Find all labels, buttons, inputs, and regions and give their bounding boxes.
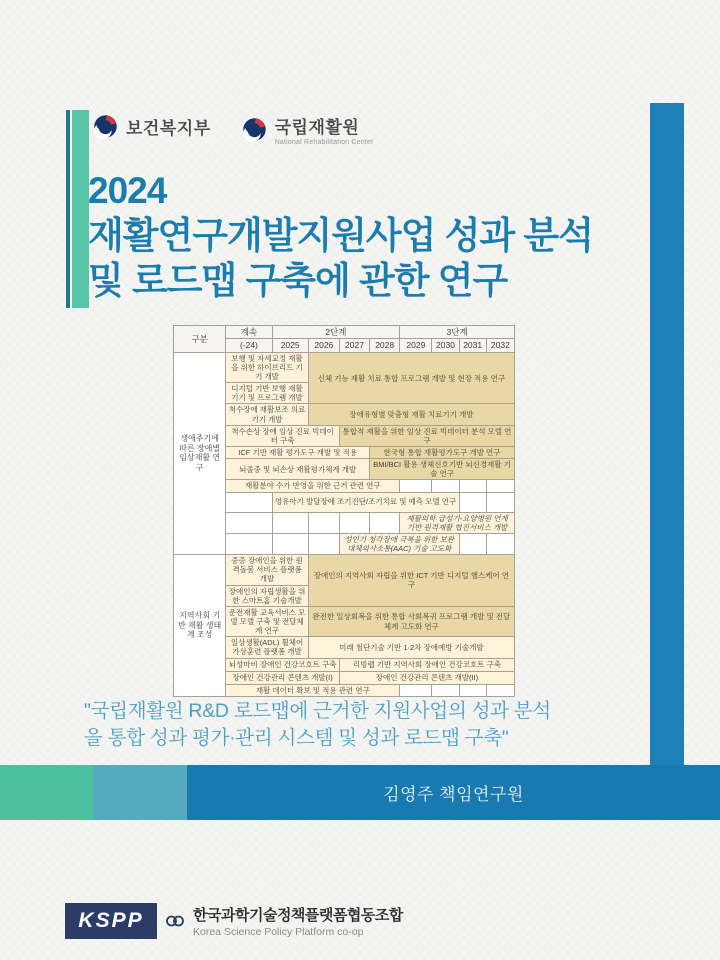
gov-emblem-icon bbox=[241, 116, 268, 143]
roadmap-cell: 척수장애 재활보조 의료기기 개발 bbox=[226, 404, 308, 425]
cover-quote bbox=[84, 698, 551, 753]
roadmap-header-year: 2025 bbox=[272, 339, 308, 352]
roadmap-cell: 성인기 청각장애 극복을 위한 보완대체의사소통(AAC) 기술 고도화 bbox=[339, 533, 459, 554]
roadmap-cell: BMI/BCI 활용 생체신호기반 뇌신경재활 기술 연구 bbox=[370, 459, 515, 480]
roadmap-header-stage3: 3단계 bbox=[400, 326, 515, 339]
roadmap-group-label: 지역사회 기반 재활 생태계 조성 bbox=[174, 555, 226, 697]
title-year: 2024 bbox=[88, 170, 167, 211]
roadmap-empty-cell bbox=[432, 684, 459, 696]
roadmap-cell: 재활분야 수가 반영을 위한 근거 관련 연구 bbox=[226, 480, 400, 492]
left-accent-stripe-mint bbox=[72, 110, 89, 308]
roadmap-cell: 신체 기능 재활 치료 통합 프로그램 개발 및 현장 적용 연구 bbox=[308, 352, 514, 404]
agency-logos bbox=[92, 113, 374, 146]
roadmap-header-year: 2031 bbox=[459, 339, 486, 352]
roadmap-empty-cell bbox=[459, 492, 486, 512]
roadmap-cell: 완전한 일상회복을 위한 통합 사회복귀 프로그램 개발 및 전달체계 고도화 연구 bbox=[308, 606, 514, 636]
kspp-logo: KSPP bbox=[65, 903, 157, 939]
report-title bbox=[88, 168, 593, 303]
center-logo bbox=[241, 113, 374, 146]
publisher-name-ko: 한국과학기술정책플랫폼협동조합 bbox=[193, 907, 403, 924]
roadmap-cell: 재활 데이터 확보 및 적용 관련 연구 bbox=[226, 684, 400, 696]
roadmap-header-year: 2027 bbox=[339, 339, 369, 352]
roadmap-cell: 장애인의 지역사회 자립을 위한 ICT 기반 디지털 헬스케어 연구 bbox=[308, 555, 514, 607]
roadmap-header-year: 2030 bbox=[432, 339, 459, 352]
roadmap-cell: 척수손상 장애 임상 진료 빅데이터 구축 bbox=[226, 425, 340, 446]
roadmap-cell: 뇌졸중 및 뇌손상 재활평가체계 개발 bbox=[226, 459, 370, 480]
roadmap-empty-cell bbox=[272, 512, 308, 533]
footer-bar-green-segment bbox=[0, 765, 93, 820]
roadmap-group-label: 생애주기에 따른 장애별 임상재활 연구 bbox=[174, 352, 226, 554]
title-line1: 재활연구개발지원사업 성과 분석 bbox=[88, 215, 593, 256]
roadmap-empty-cell bbox=[400, 684, 432, 696]
left-accent-stripe-dark bbox=[66, 110, 70, 308]
roadmap-table-wrap bbox=[173, 325, 515, 697]
roadmap-empty-cell bbox=[308, 512, 339, 533]
roadmap-cell: 뇌성마비 장애인 건강코호트 구축 bbox=[226, 658, 340, 671]
center-name: 국립재활원 bbox=[274, 118, 360, 137]
roadmap-empty-cell bbox=[486, 533, 514, 554]
roadmap-empty-cell bbox=[339, 512, 369, 533]
roadmap-empty-cell bbox=[400, 480, 432, 492]
right-accent-bar bbox=[650, 103, 684, 765]
roadmap-cell: 장애인 건강관리 콘텐츠 개발(I) bbox=[226, 671, 340, 684]
roadmap-cell: ICF 기반 재활 평가도구 개발 및 적용 bbox=[226, 446, 370, 458]
roadmap-empty-cell bbox=[432, 480, 459, 492]
roadmap-empty-cell bbox=[486, 684, 514, 696]
quote-line2: 을 통합 성과 평가·관리 시스템 및 성과 로드맵 구축" bbox=[84, 727, 509, 750]
roadmap-cell: 통합적 재활을 위한 임상 진료 빅데이터 분석 모델 연구 bbox=[339, 425, 514, 446]
footer-bar-blue-segment bbox=[187, 765, 720, 820]
roadmap-cell: 장애인 건강관리 콘텐츠 개발(II) bbox=[339, 671, 514, 684]
author-name: 김영주 책임연구원 bbox=[383, 785, 524, 804]
roadmap-cell: 운전재활 교육서비스 모델 모델 구축 및 전달체계 연구 bbox=[226, 606, 308, 636]
roadmap-cell: 디지털 기반 보행 재활 기기 및 프로그램 개발 bbox=[226, 383, 308, 404]
roadmap-header-year: 2032 bbox=[486, 339, 514, 352]
roadmap-cell: 한국형 통합 재활평가도구 개발 연구 bbox=[370, 446, 515, 458]
roadmap-header-stage2: 2단계 bbox=[272, 326, 400, 339]
roadmap-empty-cell bbox=[272, 533, 308, 554]
roadmap-empty-cell bbox=[486, 480, 514, 492]
roadmap-empty-cell bbox=[370, 512, 400, 533]
roadmap-header-gubun: 구분 bbox=[174, 326, 226, 353]
roadmap-empty-cell bbox=[226, 512, 272, 533]
roadmap-empty-cell bbox=[226, 492, 272, 512]
publisher-block bbox=[65, 903, 403, 939]
roadmap-header-year: 2026 bbox=[308, 339, 339, 352]
roadmap-header-continue-sub: (-24) bbox=[226, 339, 272, 352]
roadmap-empty-cell bbox=[308, 533, 339, 554]
ministry-logo bbox=[92, 113, 211, 140]
roadmap-cell: 미래 첨단기술 기반 1·2차 장애예방 기술개발 bbox=[308, 637, 514, 658]
roadmap-cell: 장애인의 자립생활을 위한 스마트홈 기술개발 bbox=[226, 585, 308, 606]
footer-bar-teal-segment bbox=[93, 765, 187, 820]
roadmap-cell: 재활의학·급성기-요양병원 연계 기반 원격재활 협진서비스 개발 bbox=[400, 512, 515, 533]
roadmap-header-year: 2028 bbox=[370, 339, 400, 352]
roadmap-table bbox=[173, 325, 515, 697]
ministry-name: 보건복지부 bbox=[126, 119, 211, 138]
title-line2: 및 로드맵 구축에 관한 연구 bbox=[88, 260, 508, 301]
roadmap-cell: 중증 장애인을 위한 원격돌봄 서비스 플랫폼 개발 bbox=[226, 555, 308, 585]
roadmap-empty-cell bbox=[459, 533, 486, 554]
gov-emblem-icon bbox=[92, 113, 119, 140]
publisher-name-en: Korea Science Policy Platform co-op bbox=[193, 926, 364, 938]
center-subtitle: National Rehabilitation Center bbox=[274, 139, 374, 146]
roadmap-empty-cell bbox=[226, 533, 272, 554]
roadmap-cell: 리빙랩 기반 지역사회 장애인 건강코호트 구축 bbox=[339, 658, 514, 671]
roadmap-cell: 장애유형별 맞춤형 재활 치료기기 개발 bbox=[308, 404, 514, 425]
roadmap-cell: 영유아기 발달장애 조기진단/조기치료 및 예측 모델 연구 bbox=[272, 492, 459, 512]
coop-rings-icon bbox=[165, 914, 185, 928]
roadmap-cell: 일상생활(ADL) 휠체어 가상훈련 플랫폼 개발 bbox=[226, 637, 308, 658]
roadmap-empty-cell bbox=[459, 684, 486, 696]
roadmap-empty-cell bbox=[459, 480, 486, 492]
roadmap-empty-cell bbox=[486, 492, 514, 512]
quote-line1: "국립재활원 R&D 로드맵에 근거한 지원사업의 성과 분석 bbox=[84, 700, 551, 722]
roadmap-cell: 보행 및 자세교정 재활을 위한 하이브리드 기기 개발 bbox=[226, 352, 308, 382]
roadmap-header-continue: 계속 bbox=[226, 326, 272, 339]
roadmap-header-year: 2029 bbox=[400, 339, 432, 352]
footer-color-bar bbox=[0, 765, 720, 820]
